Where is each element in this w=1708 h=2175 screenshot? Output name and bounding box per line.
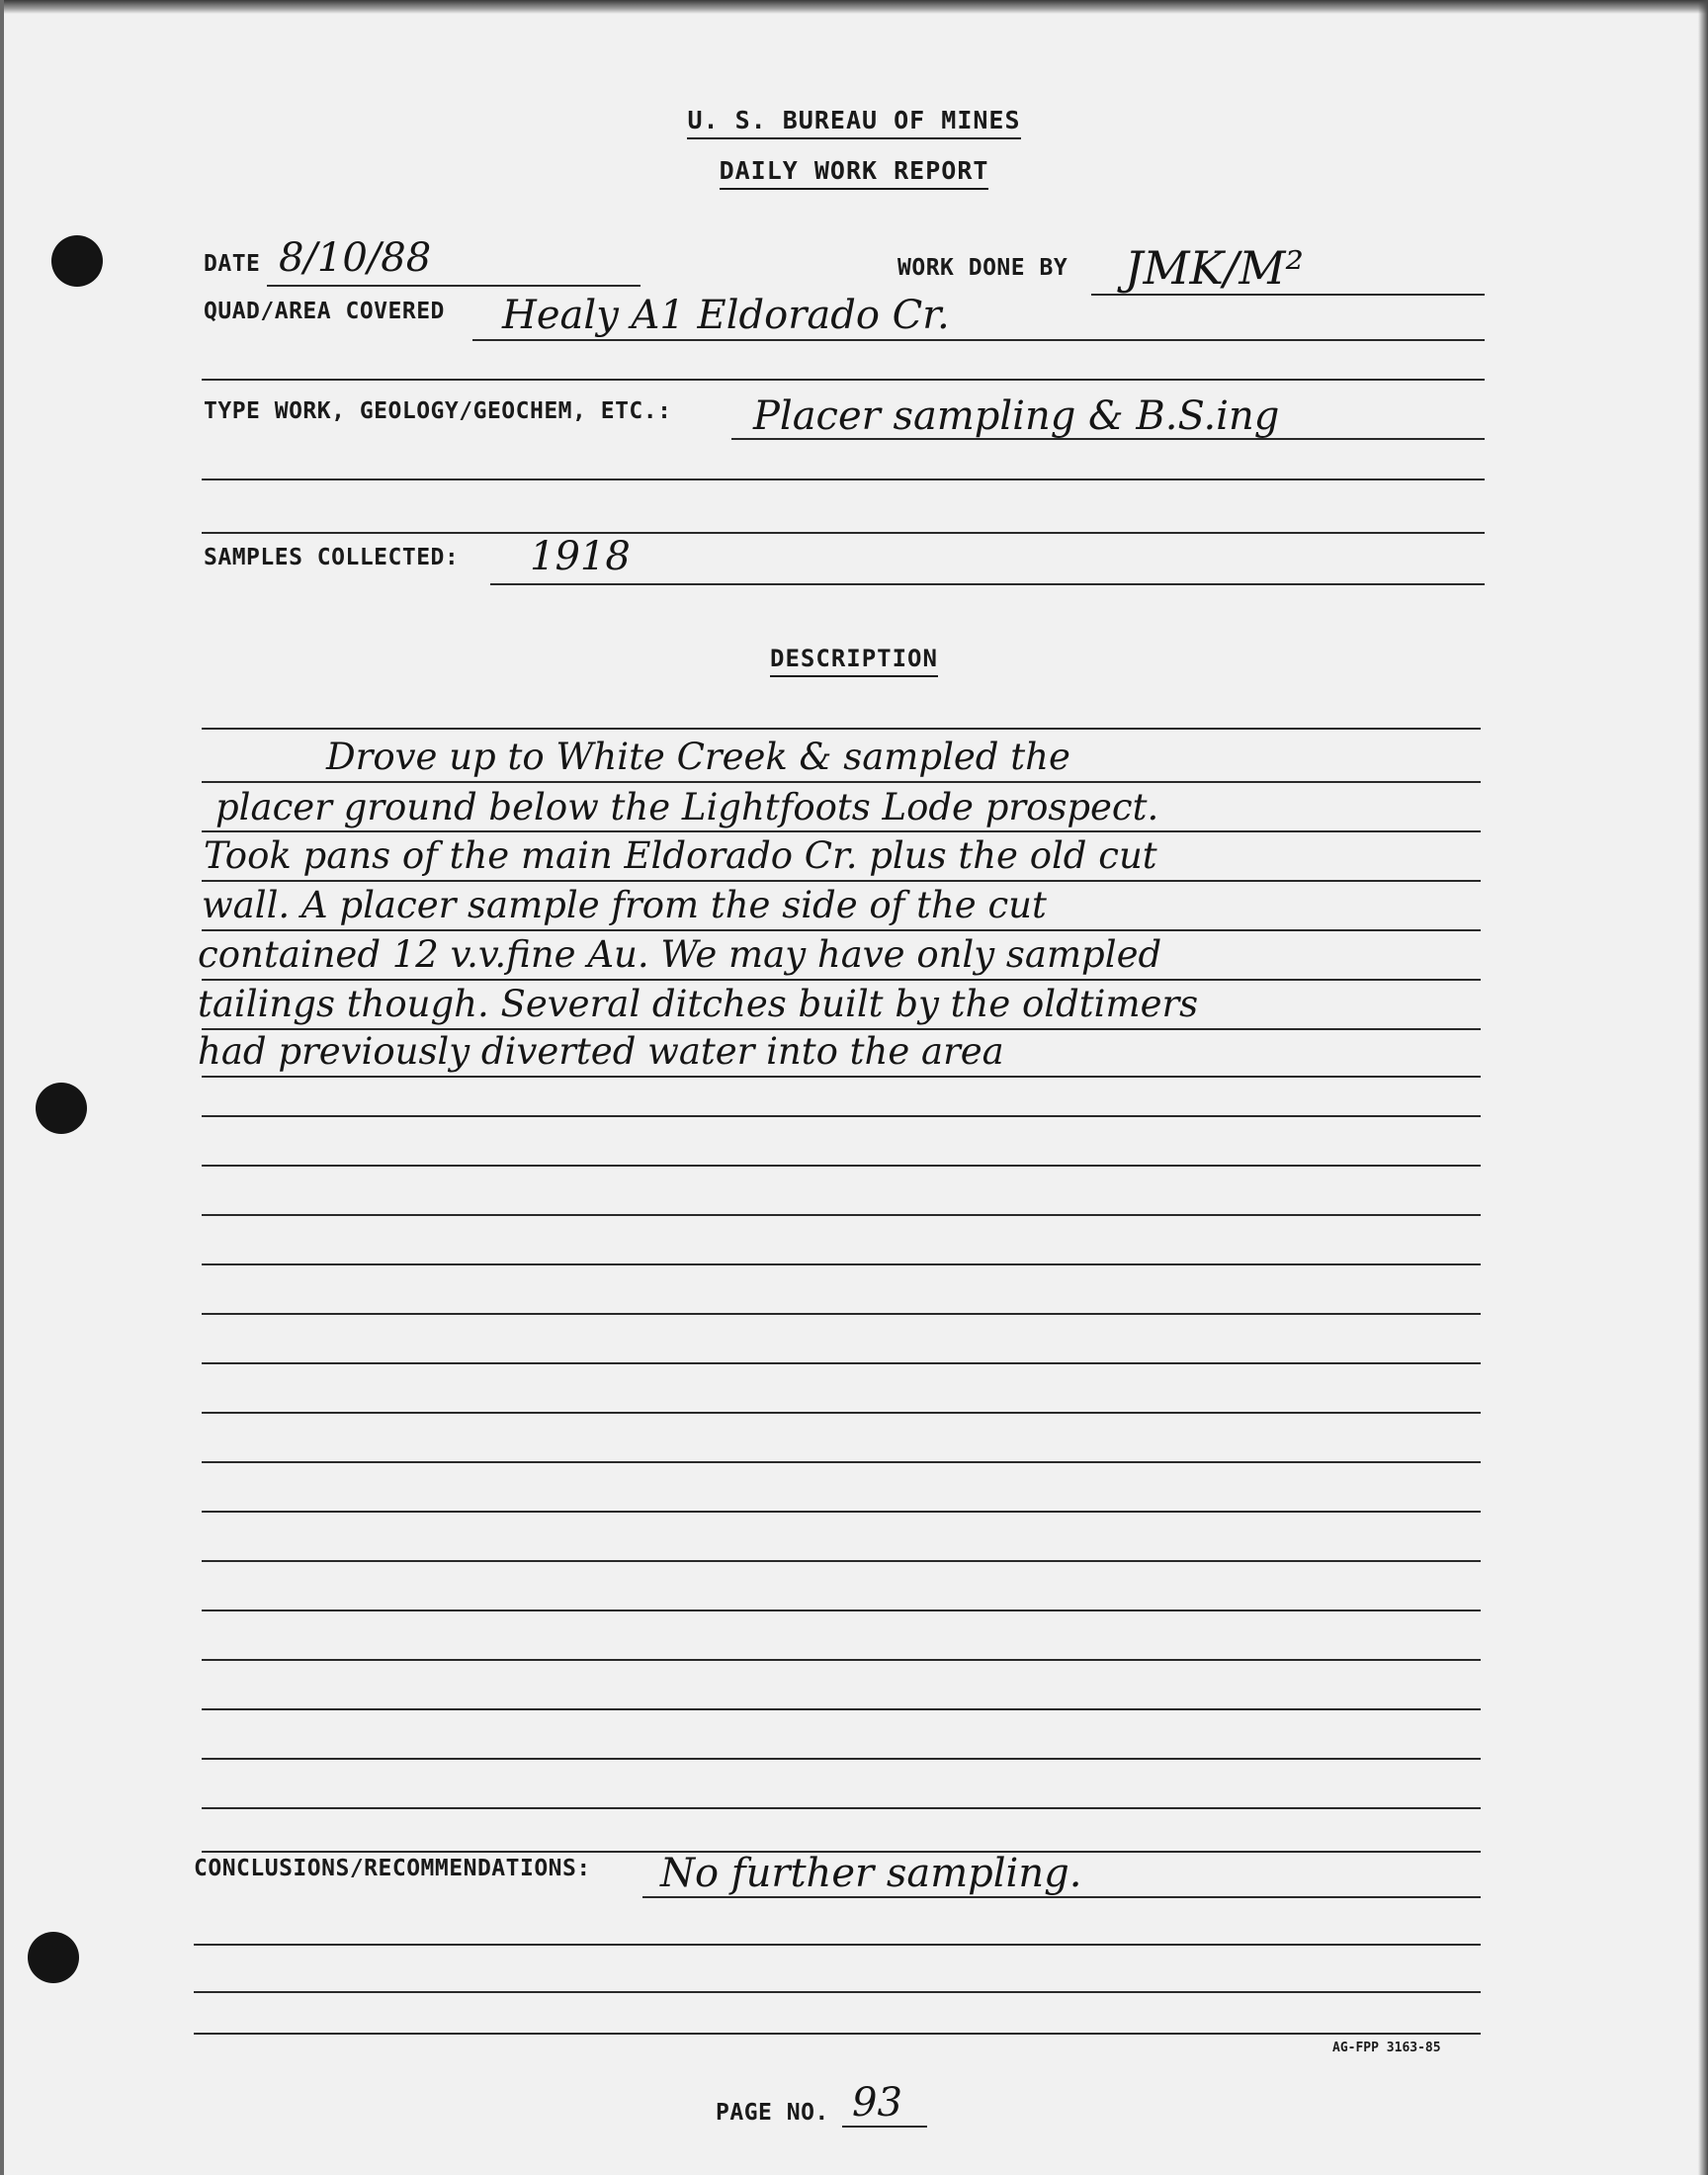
conclusions-rule — [642, 1896, 1481, 1898]
samples-collected-rule — [490, 583, 1485, 585]
description-line-1: Drove up to White Creek & sampled the — [326, 736, 1070, 778]
samples-collected-label: SAMPLES COLLECTED: — [204, 545, 460, 570]
desc-rule-19 — [202, 1659, 1481, 1661]
quad-area-rule — [472, 339, 1485, 341]
desc-rule-13 — [202, 1362, 1481, 1364]
page-number-label: PAGE NO. — [716, 2100, 829, 2126]
desc-rule-0 — [202, 728, 1481, 730]
desc-rule-21 — [202, 1758, 1481, 1760]
date-value: 8/10/88 — [279, 235, 432, 281]
desc-rule-22 — [202, 1807, 1481, 1809]
desc-rule-11 — [202, 1263, 1481, 1265]
desc-rule-4 — [202, 929, 1481, 931]
type-work-label: TYPE WORK, GEOLOGY/GEOCHEM, ETC.: — [204, 398, 672, 424]
punch-hole-bottom — [28, 1932, 79, 1983]
scan-shadow-right — [1698, 0, 1708, 2175]
punch-hole-middle — [36, 1083, 87, 1134]
page-number-rule — [842, 2126, 927, 2128]
description-line-6: tailings though. Several ditches built by the oldtimers — [198, 983, 1199, 1025]
desc-rule-5 — [202, 979, 1481, 981]
conclusions-rule-3 — [194, 1991, 1481, 1993]
description-line-3: Took pans of the main Eldorado Cr. plus the old cut — [204, 834, 1157, 877]
blank-rule-3 — [202, 532, 1485, 534]
conclusions-value: No further sampling. — [660, 1851, 1082, 1896]
type-work-value: Placer sampling & B.S.ing — [753, 393, 1280, 439]
desc-rule-8 — [202, 1115, 1481, 1117]
description-line-2: placer ground below the Lightfoots Lode prospect. — [215, 786, 1159, 828]
scan-shadow-top — [0, 0, 1708, 14]
scan-shadow-left — [0, 0, 4, 2175]
description-heading-text: DESCRIPTION — [770, 645, 938, 677]
desc-rule-15 — [202, 1461, 1481, 1463]
desc-rule-20 — [202, 1708, 1481, 1710]
desc-rule-16 — [202, 1511, 1481, 1513]
agency-title — [0, 106, 1708, 134]
desc-rule-12 — [202, 1313, 1481, 1315]
blank-rule-1 — [202, 379, 1485, 381]
date-label: DATE — [204, 251, 261, 277]
conclusions-label: CONCLUSIONS/RECOMMENDATIONS: — [194, 1856, 591, 1881]
samples-collected-value: 1918 — [530, 534, 631, 579]
desc-rule-9 — [202, 1165, 1481, 1167]
punch-hole-top — [51, 235, 103, 287]
desc-rule-18 — [202, 1610, 1481, 1611]
report-title-text: DAILY WORK REPORT — [720, 156, 989, 190]
quad-area-label: QUAD/AREA COVERED — [204, 299, 445, 324]
report-title — [0, 156, 1708, 185]
date-rule — [267, 285, 640, 287]
conclusions-rule-2 — [194, 1944, 1481, 1946]
conclusions-rule-4 — [194, 2033, 1481, 2035]
page-number-value: 93 — [852, 2080, 902, 2126]
agency-title-text: U. S. BUREAU OF MINES — [687, 106, 1020, 139]
quad-area-value: Healy A1 Eldorado Cr. — [502, 293, 950, 338]
description-heading — [0, 645, 1708, 672]
form-code: AG-FPP 3163-85 — [1332, 2041, 1441, 2055]
desc-rule-2 — [202, 830, 1481, 832]
work-done-by-label: WORK DONE BY — [897, 255, 1068, 281]
desc-rule-10 — [202, 1214, 1481, 1216]
work-done-by-value: JMK/M² — [1125, 241, 1304, 295]
description-line-5: contained 12 v.v.fine Au. We may have only sampled — [198, 933, 1162, 976]
desc-rule-14 — [202, 1412, 1481, 1414]
blank-rule-2 — [202, 478, 1485, 480]
description-line-7: had previously diverted water into the area — [198, 1030, 1004, 1073]
desc-rule-17 — [202, 1560, 1481, 1562]
desc-rule-1 — [202, 781, 1481, 783]
desc-rule-3 — [202, 880, 1481, 882]
desc-rule-7 — [202, 1076, 1481, 1078]
description-line-4: wall. A placer sample from the side of the cut — [202, 884, 1047, 926]
